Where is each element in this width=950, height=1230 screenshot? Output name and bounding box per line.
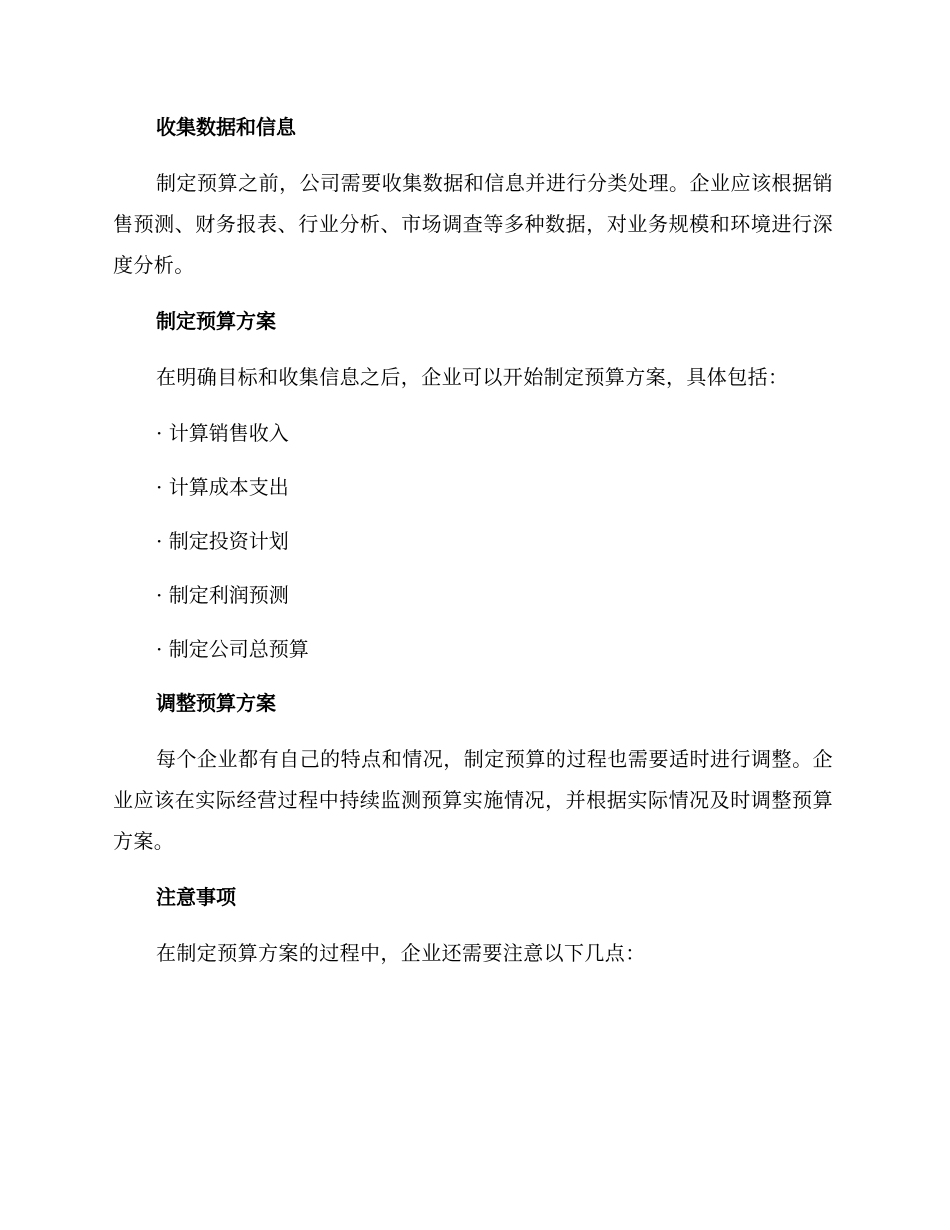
list-item: · 制定公司总预算	[156, 637, 309, 661]
list-item: · 制定投资计划	[156, 529, 289, 553]
list-item: · 制定利润预测	[156, 583, 289, 607]
section-heading-make-plan: 制定预算方案	[156, 309, 276, 333]
section-heading-collect-data: 收集数据和信息	[156, 115, 296, 139]
section-paragraph-notes: 在制定预算方案的过程中，企业还需要注意以下几点：	[156, 941, 646, 965]
section-heading-notes: 注意事项	[156, 885, 236, 909]
list-item: · 计算销售收入	[156, 421, 289, 445]
document-page	[113, 108, 833, 974]
section-paragraph-adjust-plan: 每个企业都有自己的特点和情况，制定预算的过程也需要适时进行调整。企业应该在实际经营过程中持续监测预算实施情况，并根据实际情况及时调整预算方案。	[113, 747, 833, 853]
section-paragraph-make-plan: 在明确目标和收集信息之后，企业可以开始制定预算方案，具体包括：	[156, 365, 789, 389]
list-item: · 计算成本支出	[156, 475, 289, 499]
section-heading-adjust-plan: 调整预算方案	[156, 691, 276, 715]
section-paragraph-collect-data: 制定预算之前，公司需要收集数据和信息并进行分类处理。企业应该根据销售预测、财务报表、行业分析、市场调查等多种数据，对业务规模和环境进行深度分析。	[113, 171, 833, 277]
